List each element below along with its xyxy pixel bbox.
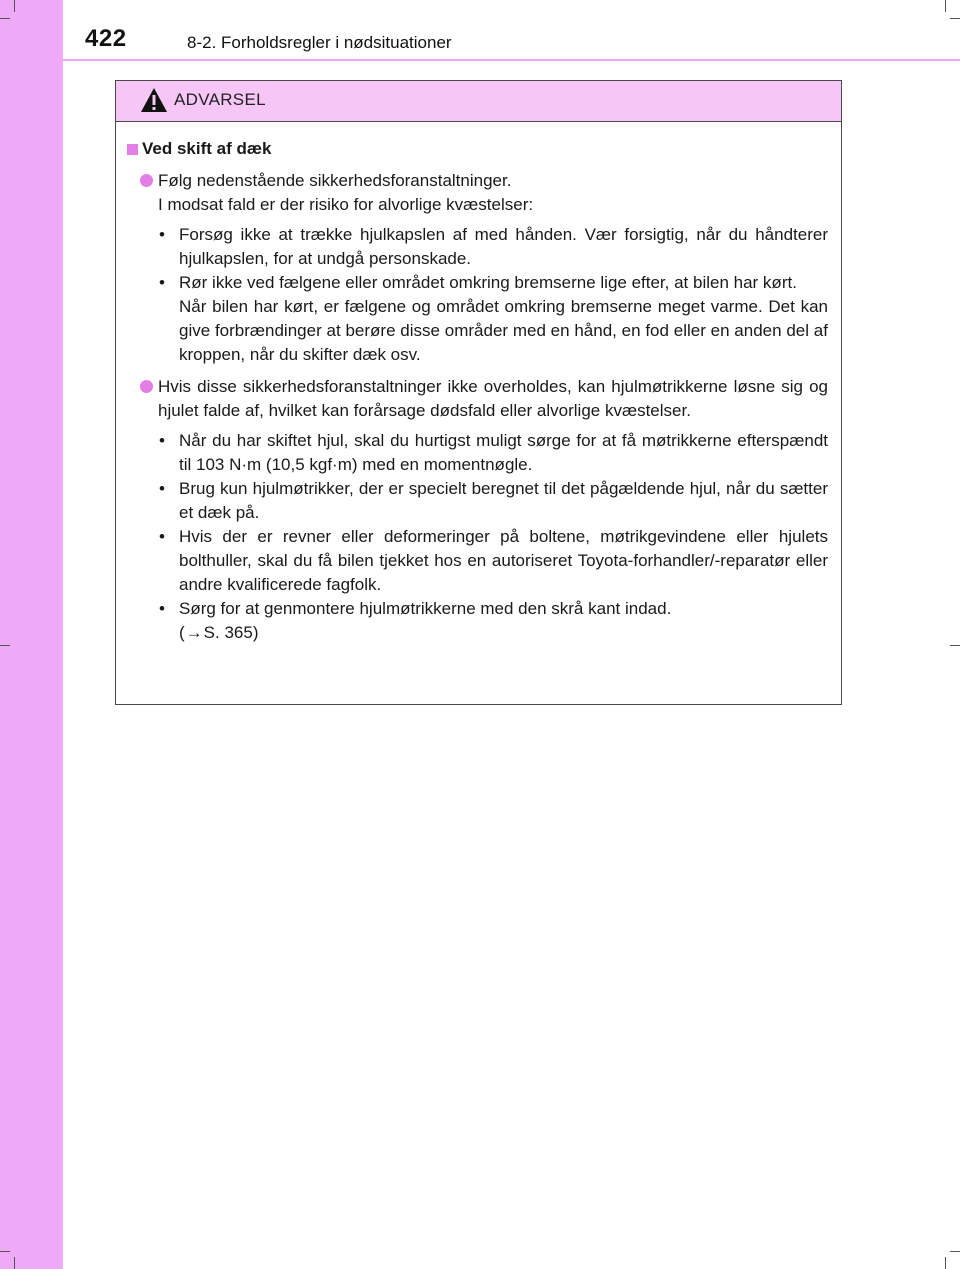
bullet-item [159, 477, 828, 525]
bullet-item [159, 429, 828, 477]
warning-triangle-icon [140, 87, 168, 113]
bullet-text: Rør ikke ved fælgene eller området omkring bremserne lige efter, at bilen har kørt. [179, 273, 797, 292]
arrow-right-icon: → [185, 623, 203, 642]
circle-bullet-icon [140, 380, 153, 393]
crop-mark [14, 0, 15, 12]
bullet-mark: • [159, 273, 165, 292]
bullet-continuation: Når bilen har kørt, er fælgene og området omkring bremserne meget varme. Det kan give forbrændinger at berøre disse områder med en hånd, en fod eller en anden del af kroppen, når du skifter dæk osv. [179, 297, 828, 364]
bullet-text: Brug kun hjulmøtrikker, der er specielt beregnet til det pågældende hjul, når du sætter et dæk på. [179, 479, 828, 522]
bullet-item [159, 271, 828, 367]
page-number: 422 [85, 25, 127, 52]
bullet-mark: • [159, 431, 165, 450]
subheading [126, 137, 828, 161]
square-bullet-icon [127, 144, 138, 155]
subheading-text: Ved skift af dæk [142, 139, 272, 158]
warning-header [116, 81, 841, 122]
ref-open: ( [179, 623, 185, 642]
bullet-text: Sørg for at genmontere hjulmøtrikkerne med den skrå kant indad. [179, 599, 672, 618]
bullet-text: Forsøg ikke at trække hjulkapslen af med hånden. Vær forsigtig, når du håndterer hjulkapslen, for at undgå personskade. [179, 225, 828, 268]
side-color-bar [0, 0, 63, 1269]
ref-close: ) [252, 623, 259, 642]
ref-text: S. 365 [203, 623, 253, 642]
header-rule [63, 59, 960, 61]
bullet-mark: • [159, 599, 165, 618]
crop-mark [0, 1251, 10, 1252]
item-text: Hvis disse sikkerhedsforanstaltninger ikke overholdes, kan hjulmøtrikkerne løsne sig og hjulet falde af, hvilket kan forårsage dødsfald eller alvorlige kvæstelser. [158, 377, 828, 420]
section-title: 8-2. Forholdsregler i nødsituationer [187, 33, 452, 52]
list-item [126, 375, 828, 423]
crop-mark [945, 1257, 946, 1269]
warning-title: ADVARSEL [174, 90, 266, 109]
crop-mark [950, 645, 960, 646]
bullet-list [126, 429, 828, 645]
bullet-item [159, 223, 828, 271]
page-reference[interactable] [179, 621, 828, 645]
bullet-item [159, 525, 828, 597]
bullet-item [159, 597, 828, 645]
bullet-mark: • [159, 225, 165, 244]
item-line: I modsat fald er der risiko for alvorlige kvæstelser: [158, 195, 534, 214]
circle-bullet-icon [140, 174, 153, 187]
bullet-text: Når du har skiftet hjul, skal du hurtigst muligt sørge for at få møtrikkerne efterspændt til 103 N·m (10,5 kgf·m) med en momentnøgle. [179, 431, 828, 474]
warning-box [115, 80, 842, 705]
bullet-list [126, 223, 828, 367]
warning-body [116, 122, 841, 645]
bullet-mark: • [159, 527, 165, 546]
bullet-mark: • [159, 479, 165, 498]
item-line: Følg nedenstående sikkerhedsforanstaltninger. [158, 171, 512, 190]
list-item [126, 169, 828, 217]
crop-mark [950, 1251, 960, 1252]
bullet-text: Hvis der er revner eller deformeringer på boltene, møtrikgevindene eller hjulets bolthuller, skal du få bilen tjekket hos en autoriseret Toyota-forhandler/-reparatør eller andre kvalificerede fagfolk. [179, 527, 828, 594]
crop-mark [950, 18, 960, 19]
crop-mark [0, 18, 10, 19]
crop-mark [0, 645, 10, 646]
crop-mark [14, 1257, 15, 1269]
crop-mark [945, 0, 946, 12]
